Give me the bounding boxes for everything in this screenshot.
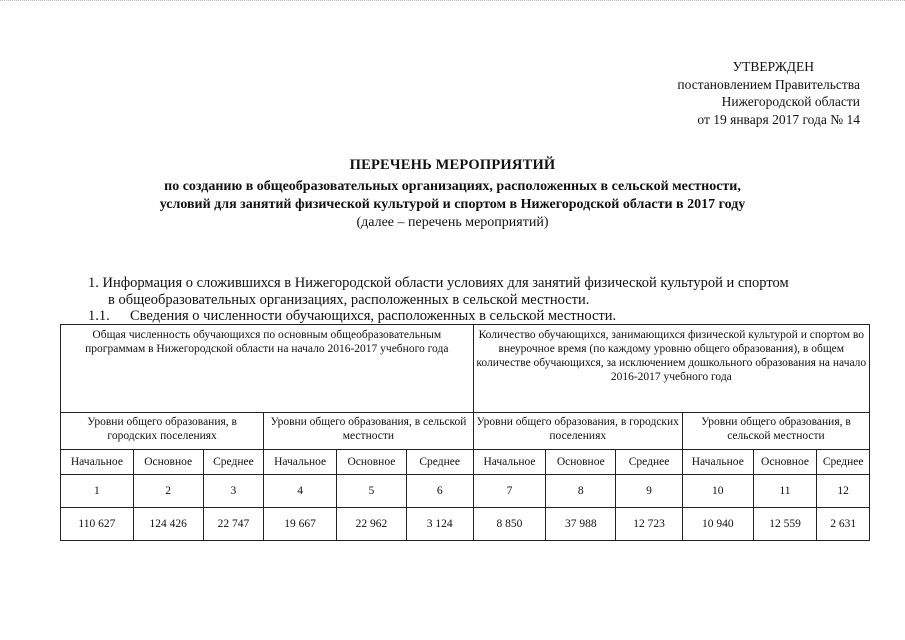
value-cell: 2 631	[817, 508, 870, 541]
column-number-row	[61, 475, 870, 508]
value-cell: 19 667	[264, 508, 337, 541]
subheader-cell: Основное	[133, 450, 203, 475]
column-number-cell: 3	[203, 475, 264, 508]
scan-edge	[0, 0, 905, 4]
level-header-urban-sports: Уровни общего образования, в городских поселениях	[473, 413, 682, 450]
approval-line-1: постановлением Правительства	[677, 76, 860, 92]
column-number-cell: 1	[61, 475, 134, 508]
document-title: ПЕРЕЧЕНЬ МЕРОПРИЯТИЙ	[349, 157, 556, 173]
subheader-cell: Основное	[337, 450, 407, 475]
document-note: (далее – перечень мероприятий)	[356, 215, 549, 230]
subheader-row	[61, 450, 870, 475]
level-header-rural-sports: Уровни общего образования, в сельской местности	[682, 413, 869, 450]
column-number-cell: 10	[682, 475, 753, 508]
section-1-1-text: Сведения о численности обучающихся, расположенных в сельской местности.	[130, 308, 617, 324]
subheader-cell: Начальное	[682, 450, 753, 475]
approval-stamp	[560, 58, 860, 128]
section-1-heading: 1. Информация о сложившихся в Нижегородской области условиях для занятий физической культурой и спортом	[88, 275, 789, 291]
approval-heading: УТВЕРЖДЕН	[732, 59, 814, 74]
subheader-cell: Начальное	[61, 450, 134, 475]
approval-line-2: Нижегородской области	[721, 94, 860, 109]
value-cell: 110 627	[61, 508, 134, 541]
subheader-cell: Среднее	[406, 450, 473, 475]
group-header-total: Общая численность обучающихся по основным общеобразовательным программам в Нижегородской области на начало 2016-2017 учебного года	[61, 325, 474, 413]
subheader-cell: Среднее	[817, 450, 870, 475]
column-number-cell: 9	[616, 475, 683, 508]
value-cell: 37 988	[546, 508, 616, 541]
column-number-cell: 8	[546, 475, 616, 508]
subheader-cell: Среднее	[616, 450, 683, 475]
subheader-cell: Начальное	[473, 450, 546, 475]
document-subtitle	[0, 178, 905, 214]
value-cell: 12 559	[753, 508, 817, 541]
value-cell: 22 747	[203, 508, 264, 541]
column-number-cell: 11	[753, 475, 817, 508]
column-number-cell: 12	[817, 475, 870, 508]
subheader-cell: Основное	[546, 450, 616, 475]
subtitle-line-1: по созданию в общеобразовательных организациях, расположенных в сельской местности,	[164, 179, 741, 194]
subheader-cell: Начальное	[264, 450, 337, 475]
level-header-urban-total: Уровни общего образования, в городских поселениях	[61, 413, 264, 450]
column-number-cell: 4	[264, 475, 337, 508]
students-table	[60, 324, 870, 541]
subheader-cell: Основное	[753, 450, 817, 475]
column-number-cell: 6	[406, 475, 473, 508]
group-header-sports: Количество обучающихся, занимающихся физической культурой и спортом во внеурочное время (по каждому уровню общего образования), в общем количестве обучающихся, за исключением дошкольного образования на начало 2016-2017 учебного года	[473, 325, 869, 413]
level-header-rural-total: Уровни общего образования, в сельской местности	[264, 413, 473, 450]
column-number-cell: 2	[133, 475, 203, 508]
value-cell: 22 962	[337, 508, 407, 541]
section-1-1-number: 1.1.	[88, 308, 110, 324]
value-cell: 124 426	[133, 508, 203, 541]
value-cell: 12 723	[616, 508, 683, 541]
subheader-cell: Среднее	[203, 450, 264, 475]
approval-line-3: от 19 января 2017 года № 14	[697, 111, 860, 127]
table-row	[61, 508, 870, 541]
section-1-heading-cont: в общеобразовательных организациях, расположенных в сельской местности.	[108, 292, 590, 308]
column-number-cell: 7	[473, 475, 546, 508]
value-cell: 10 940	[682, 508, 753, 541]
column-number-cell: 5	[337, 475, 407, 508]
subtitle-line-2: условий для занятий физической культурой и спортом в Нижегородской области в 2017 году	[159, 197, 746, 212]
value-cell: 8 850	[473, 508, 546, 541]
value-cell: 3 124	[406, 508, 473, 541]
section-1-1-heading	[88, 308, 616, 325]
